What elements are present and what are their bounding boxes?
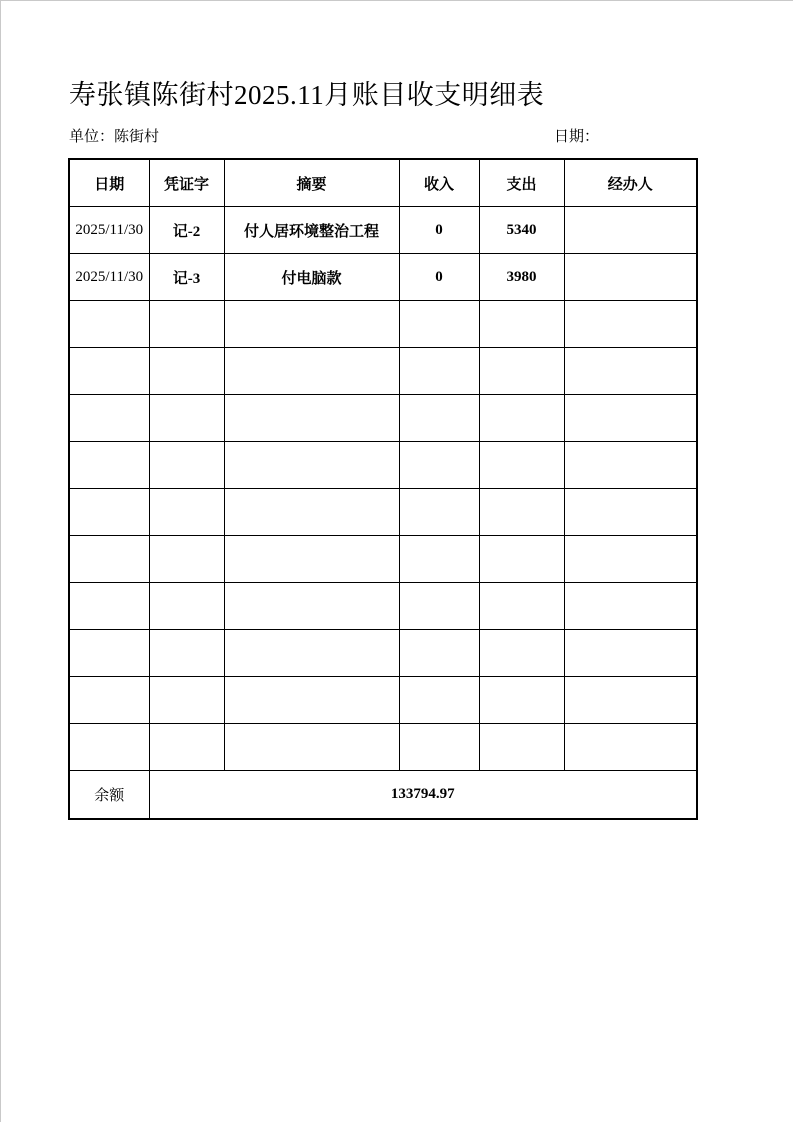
empty-cell-summary <box>224 348 399 395</box>
cell-income: 0 <box>399 207 479 254</box>
empty-table-row <box>69 677 697 724</box>
empty-table-row <box>69 442 697 489</box>
empty-cell-expense <box>479 724 564 771</box>
empty-cell-summary <box>224 536 399 583</box>
empty-cell-handler <box>564 630 697 677</box>
empty-cell-handler <box>564 301 697 348</box>
empty-cell-voucher <box>149 724 224 771</box>
empty-cell-summary <box>224 630 399 677</box>
cell-handler <box>564 254 697 301</box>
unit-label: 单位：陈街村 <box>69 129 160 145</box>
empty-cell-expense <box>479 348 564 395</box>
column-header: 收入 <box>399 159 479 207</box>
empty-cell-handler <box>564 724 697 771</box>
empty-table-row <box>69 301 697 348</box>
empty-cell-voucher <box>149 489 224 536</box>
empty-cell-expense <box>479 630 564 677</box>
empty-cell-date <box>69 442 149 489</box>
empty-cell-handler <box>564 442 697 489</box>
empty-cell-date <box>69 301 149 348</box>
empty-cell-expense <box>479 583 564 630</box>
empty-cell-handler <box>564 489 697 536</box>
empty-cell-summary <box>224 395 399 442</box>
empty-cell-expense <box>479 677 564 724</box>
cell-income: 0 <box>399 254 479 301</box>
empty-cell-voucher <box>149 348 224 395</box>
column-header: 日期 <box>69 159 149 207</box>
empty-cell-expense <box>479 301 564 348</box>
empty-cell-summary <box>224 583 399 630</box>
empty-cell-voucher <box>149 677 224 724</box>
page-title: 寿张镇陈街村2025.11月账目收支明细表 <box>69 80 545 110</box>
balance-row <box>69 771 697 820</box>
empty-cell-handler <box>564 583 697 630</box>
table-row <box>69 254 697 301</box>
empty-cell-summary <box>224 301 399 348</box>
empty-table-row <box>69 583 697 630</box>
empty-cell-date <box>69 724 149 771</box>
empty-cell-handler <box>564 536 697 583</box>
ledger-table <box>68 158 698 820</box>
empty-cell-expense <box>479 442 564 489</box>
column-header: 经办人 <box>564 159 697 207</box>
empty-cell-date <box>69 395 149 442</box>
empty-cell-handler <box>564 348 697 395</box>
empty-cell-income <box>399 677 479 724</box>
column-header: 凭证字 <box>149 159 224 207</box>
empty-cell-voucher <box>149 536 224 583</box>
empty-cell-voucher <box>149 395 224 442</box>
header-row <box>69 159 697 207</box>
empty-cell-expense <box>479 536 564 583</box>
empty-cell-date <box>69 583 149 630</box>
empty-cell-date <box>69 348 149 395</box>
empty-cell-summary <box>224 489 399 536</box>
cell-summary: 付人居环境整治工程 <box>224 207 399 254</box>
column-header: 摘要 <box>224 159 399 207</box>
empty-cell-income <box>399 489 479 536</box>
empty-cell-voucher <box>149 442 224 489</box>
cell-date: 2025/11/30 <box>69 254 149 301</box>
empty-cell-income <box>399 442 479 489</box>
cell-expense: 3980 <box>479 254 564 301</box>
empty-cell-income <box>399 536 479 583</box>
empty-cell-voucher <box>149 301 224 348</box>
cell-date: 2025/11/30 <box>69 207 149 254</box>
cell-voucher: 记-2 <box>149 207 224 254</box>
empty-cell-summary <box>224 677 399 724</box>
empty-cell-date <box>69 677 149 724</box>
empty-cell-summary <box>224 442 399 489</box>
empty-cell-date <box>69 630 149 677</box>
empty-table-row <box>69 724 697 771</box>
empty-cell-income <box>399 583 479 630</box>
cell-summary: 付电脑款 <box>224 254 399 301</box>
date-label: 日期： <box>554 129 600 145</box>
empty-cell-summary <box>224 724 399 771</box>
empty-table-row <box>69 536 697 583</box>
empty-table-row <box>69 348 697 395</box>
empty-cell-income <box>399 724 479 771</box>
cell-expense: 5340 <box>479 207 564 254</box>
empty-cell-income <box>399 348 479 395</box>
balance-label: 余额 <box>69 771 149 820</box>
empty-cell-expense <box>479 395 564 442</box>
empty-cell-date <box>69 536 149 583</box>
empty-table-row <box>69 395 697 442</box>
empty-table-row <box>69 630 697 677</box>
empty-cell-date <box>69 489 149 536</box>
balance-value: 133794.97 <box>149 771 697 820</box>
empty-cell-handler <box>564 677 697 724</box>
empty-cell-expense <box>479 489 564 536</box>
empty-cell-voucher <box>149 583 224 630</box>
empty-cell-income <box>399 395 479 442</box>
cell-voucher: 记-3 <box>149 254 224 301</box>
empty-cell-income <box>399 301 479 348</box>
empty-cell-voucher <box>149 630 224 677</box>
column-header: 支出 <box>479 159 564 207</box>
empty-cell-income <box>399 630 479 677</box>
empty-cell-handler <box>564 395 697 442</box>
empty-table-row <box>69 489 697 536</box>
table-row <box>69 207 697 254</box>
cell-handler <box>564 207 697 254</box>
